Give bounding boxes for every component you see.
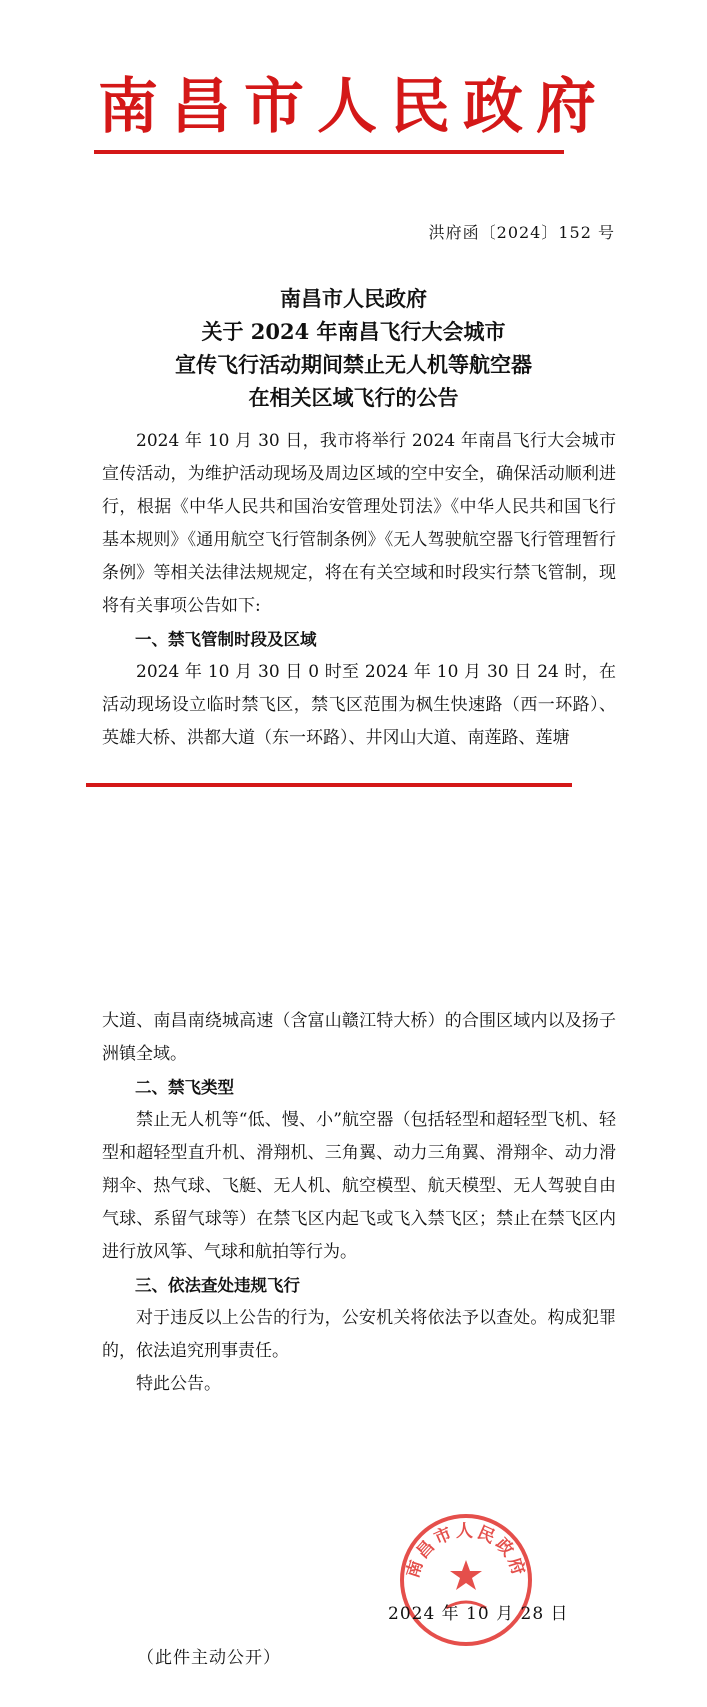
intro-paragraph: 2024 年 10 月 30 日，我市将举行 2024 年南昌飞行大会城市宣传活动，为维护活动现场及周边区域的空中安全，确保活动顺利进行，根据《中华人民共和国治安管理处罚法》《中华人民共和国飞行基本规则》《通用航空飞行管制条例》《无人驾驶航空器飞行管理暂行条例》等相关法律法规规定，将在有关空域和时段实行禁飞管制，现将有关事项公告如下: — [102, 431, 616, 616]
document-number: 洪府函〔2024〕152 号 — [428, 223, 615, 242]
header-red-rule — [94, 150, 564, 154]
signature-date: 2024 年 10 月 28 日 — [388, 1604, 569, 1624]
notice-title-line: 关于 2024 年南昌飞行大会城市 — [201, 319, 506, 344]
notice-title-line: 宣传飞行活动期间禁止无人机等航空器 — [175, 352, 532, 377]
section3-paragraph: 对于违反以上公告的行为，公安机关将依法予以查处。构成犯罪的，依法追究刑事责任。 — [102, 1308, 616, 1361]
section2-paragraph: 禁止无人机等“低、慢、小”航空器（包括轻型和超轻型飞机、轻型和超轻型直升机、滑翔机、三角翼、动力三角翼、滑翔伞、动力滑翔伞、热气球、飞艇、无人机、航空模型、航天模型、无人驾驶自由气球、系留气球等）在禁飞区内起飞或飞入禁飞区；禁止在禁飞区内进行放风筝、气球和航拍等行为。 — [102, 1110, 616, 1262]
section1-paragraph-part2: 大道、南昌南绕城高速（含富山赣江特大桥）的合围区域内以及扬子洲镇全域。 — [102, 1011, 616, 1064]
page2-body — [102, 1005, 616, 1401]
official-seal-icon — [398, 1512, 534, 1648]
closing-line: 特此公告。 — [136, 1374, 221, 1394]
seal-star-icon — [450, 1560, 482, 1590]
seal-text: 南昌市人民政府 — [403, 1521, 529, 1581]
page1-body — [102, 425, 616, 755]
notice-title — [0, 282, 707, 414]
section2-heading: 二、禁飞类型 — [135, 1078, 234, 1097]
notice-title-line: 南昌市人民政府 — [280, 286, 427, 311]
disclosure-footnote: （此件主动公开） — [137, 1648, 281, 1668]
section1-paragraph-part1: 2024 年 10 月 30 日 0 时至 2024 年 10 月 30 日 24 时，在活动现场设立临时禁飞区，禁飞区范围为枫生快速路（西一环路）、英雄大桥、洪都大道（东一环路）、井冈山大道、南莲路、莲塘 — [102, 662, 616, 748]
page-break-rule — [86, 783, 572, 787]
section1-heading: 一、禁飞管制时段及区域 — [135, 630, 317, 649]
section3-heading: 三、依法查处违规飞行 — [135, 1276, 300, 1295]
notice-title-line: 在相关区域飞行的公告 — [248, 385, 459, 410]
issuer-header-title: 南昌市人民政府 — [98, 72, 609, 142]
